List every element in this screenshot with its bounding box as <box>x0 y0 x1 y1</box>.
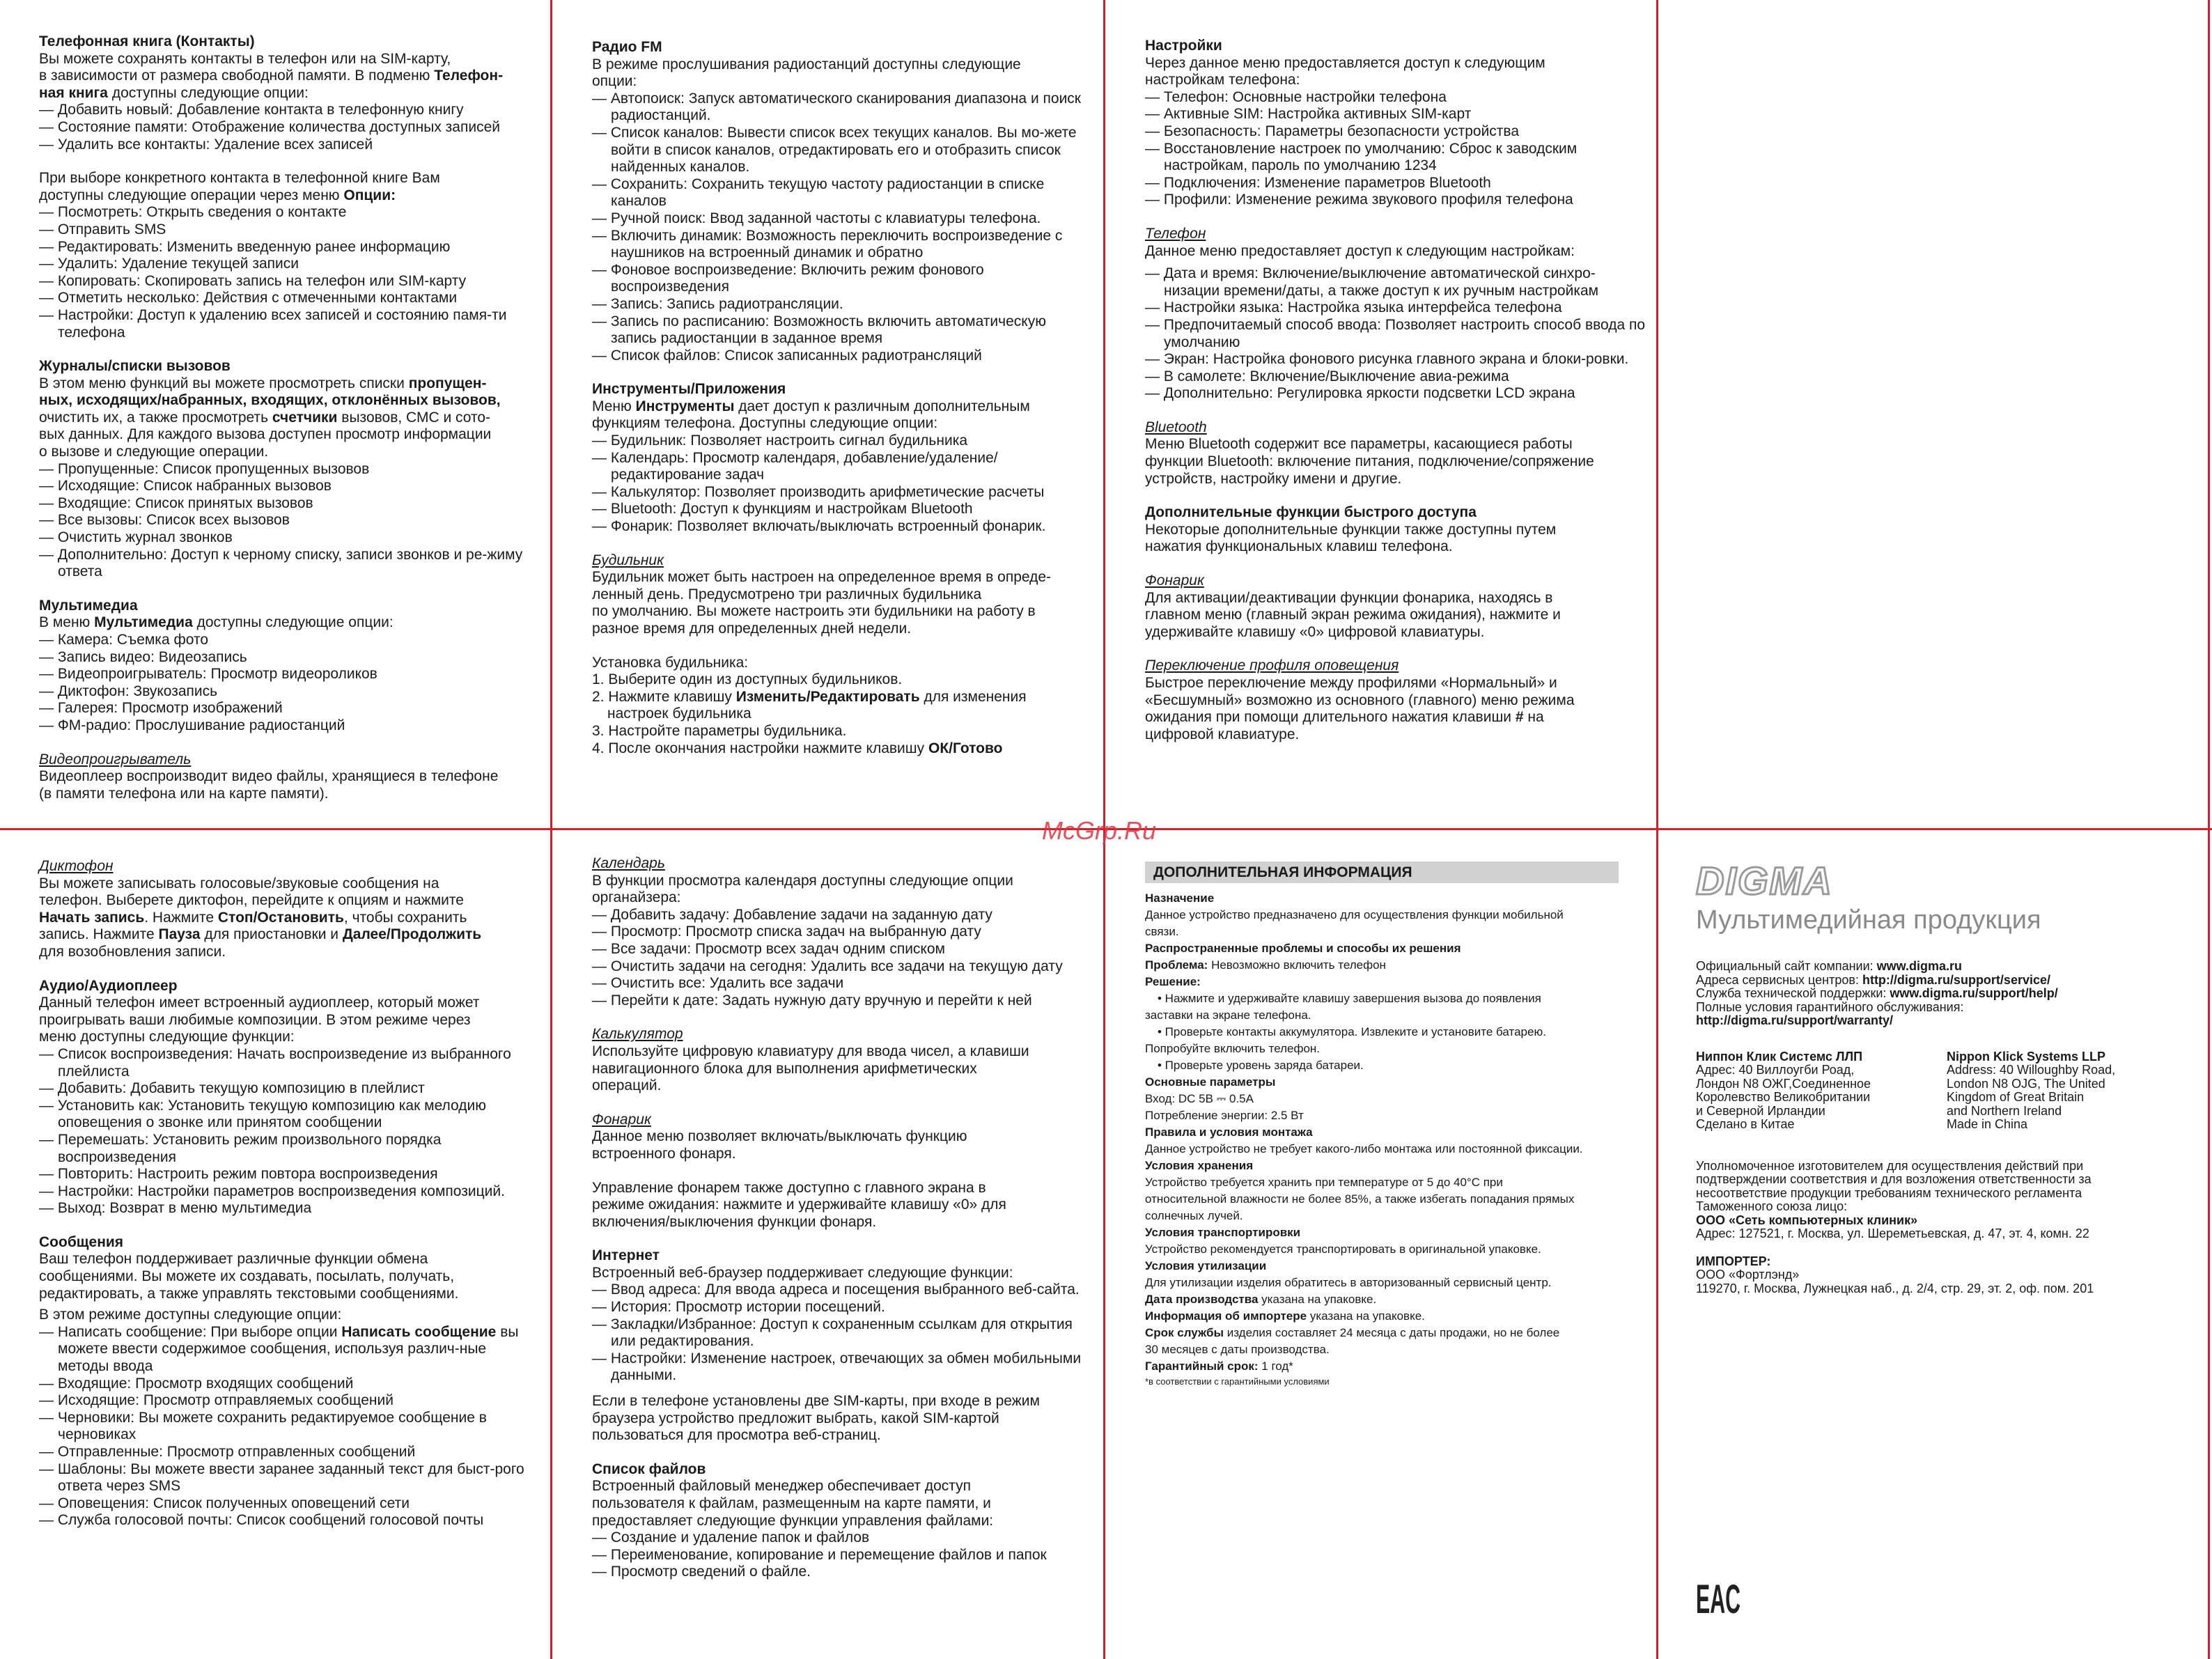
list-item: — Дополнительно: Регулировка яркости подсветки LCD экрана <box>1145 385 1646 403</box>
list-item: 1. Выберите один из доступных будильников. <box>592 671 903 688</box>
list-item: — Запись по расписанию: Возможность включить автоматическую запись радиостанции в заданное время <box>592 313 1093 348</box>
section-title: Аудио/Аудиоплеер <box>39 977 178 994</box>
text-line: При выборе конкретного контакта в телефонной книге Вам <box>39 170 440 187</box>
subsection-title: Календарь <box>592 855 665 871</box>
list-item: — Список файлов: Список записанных радиотрансляций <box>592 348 1093 365</box>
text-line: разное время для определенных дней недели. <box>592 621 912 637</box>
section-title: Инструменты/Приложения <box>592 381 786 398</box>
manufacturer-addresses <box>1696 1050 2183 1132</box>
list-item: — Настройки: Доступ к удалению всех записей и состоянию памя-ти телефона <box>39 307 540 341</box>
text-line: подтверждении соответствия и для возложения ответственности за <box>1696 1172 2092 1186</box>
list-item: — Исходящие: Список набранных вызовов <box>39 478 540 495</box>
text-line: сообщениями. Вы можете их создавать, посылать, получать, <box>39 1268 455 1285</box>
text-line: Некоторые дополнительные функции также доступны путем <box>1145 521 1557 538</box>
company-name: ООО «Сеть компьютерных клиник» <box>1696 1213 1918 1227</box>
list-item: — Профили: Изменение режима звукового профиля телефона <box>1145 192 1646 209</box>
list-item: — Очистить журнал звонков <box>39 529 540 547</box>
list-item: — Состояние памяти: Отображение количества доступных записей <box>39 119 540 137</box>
list-item: 4. После окончания настройки нажмите клавишу ОК/Готово <box>592 740 1003 756</box>
text-line: несоответствие продукции требованиям технического регламента <box>1696 1185 2082 1200</box>
list-item: — Добавить задачу: Добавление задачи на заданную дату <box>592 907 1093 924</box>
list-item: — Включить динамик: Возможность переключить воспроизведение с наушников на встроенный динамик и обратно <box>592 228 1093 262</box>
text-line: настройкам телефона: <box>1145 72 1300 88</box>
text-line: http://digma.ru/support/warranty/ <box>1696 1013 1894 1027</box>
list-item: — Настройки языка: Настройка языка интерфейса телефона <box>1145 299 1646 317</box>
eac-mark-text: EAC <box>1696 1577 1740 1622</box>
text-line: пользоваться для просмотра веб-страниц. <box>592 1427 881 1444</box>
text-line: Через данное меню предоставляется доступ к следующим <box>1145 54 1545 71</box>
info-title: Условия транспортировки <box>1145 1226 1301 1239</box>
text-line: операций. <box>592 1077 662 1094</box>
list-item: — Ввод адреса: Для ввода адреса и посещения выбранного веб-сайта. <box>592 1282 1093 1299</box>
list-item: — Отметить несколько: Действия с отмеченными контактами <box>39 290 540 307</box>
list-item: — Черновики: Вы можете сохранить редактируемое сообщение в черновиках <box>39 1410 540 1444</box>
text-line: Начать запись. Нажмите Стоп/Остановить, чтобы сохранить <box>39 909 467 926</box>
section-title: Настройки <box>1145 38 1222 54</box>
panel-contacts <box>1696 960 2183 1295</box>
panel-phonebook <box>39 33 540 802</box>
text-line: В меню Мультимедиа доступны следующие опции: <box>39 614 394 631</box>
subsection-title: Будильник <box>592 552 664 568</box>
text-line: Лондон N8 ОЖГ,Соединенное <box>1696 1076 1871 1091</box>
info-title: Назначение <box>1145 891 1215 905</box>
section-title: Журналы/списки вызовов <box>39 358 231 375</box>
text-line: Дата производства указана на упаковке. <box>1145 1293 1377 1306</box>
text-line: Kingdom of Great Britain <box>1947 1090 2085 1104</box>
text-line: «Бесшумный» возможно из основного (главного) меню режима <box>1145 692 1575 708</box>
text-line: пользователя к файлам, размещенным на карте памяти, и <box>592 1495 991 1511</box>
text-line: главном меню (главный экран режима ожидания), нажмите и <box>1145 607 1561 623</box>
list-item: — Запись: Запись радиотрансляции. <box>592 296 1093 313</box>
list-item: — Удалить все контакты: Удаление всех записей <box>39 137 540 154</box>
text-line: относительной влажности не более 85%, а также избегать попадания прямых <box>1145 1192 1575 1206</box>
text-line: Устройство рекомендуется транспортировать в оригинальной упаковке. <box>1145 1243 1541 1256</box>
text-line: В этом меню функций вы можете просмотреть списки пропущен- <box>39 375 487 391</box>
text-line: Меню Bluetooth содержит все параметры, касающиеся работы <box>1145 436 1573 453</box>
list-item: — Экран: Настройка фонового рисунка главного экрана и блоки-ровки. <box>1145 351 1646 368</box>
text-line: Видеоплеер воспроизводит видео файлы, хранящиеся в телефоне <box>39 768 499 785</box>
text-line: В функции просмотра календаря доступны следующие опции <box>592 872 1013 889</box>
text-line: Меню Инструменты дает доступ к различным дополнительным <box>592 398 1030 414</box>
subsection-title: Фонарик <box>592 1111 651 1128</box>
text-line: • Проверьте уровень заряда батареи. <box>1158 1059 1364 1072</box>
text-line: органайзера: <box>592 889 681 906</box>
info-title: Основные параметры <box>1145 1075 1276 1089</box>
calendar-list <box>592 907 1093 1010</box>
text-line: Вы можете записывать голосовые/звуковые сообщения на <box>39 875 439 891</box>
text-line: функциям телефона. Доступны следующие опции: <box>592 415 938 432</box>
eac-mark <box>1696 1575 1742 1622</box>
list-item: — Просмотр: Просмотр списка задач на выбранную дату <box>592 924 1093 941</box>
section-title: Телефонная книга (Контакты) <box>39 33 255 49</box>
text-line: Данное меню позволяет включать/выключать функцию <box>592 1128 967 1145</box>
text-line: Для утилизации изделия обратитесь в авторизованный сервисный центр. <box>1145 1276 1552 1289</box>
text-line: В режиме прослушивания радиостанций доступны следующие <box>592 56 1021 72</box>
list-item: — Камера: Съемка фото <box>39 632 540 649</box>
list-item: — Исходящие: Просмотр отправляемых сообщений <box>39 1392 540 1410</box>
list-item: — Подключения: Изменение параметров Bluetooth <box>1145 175 1646 192</box>
text-line: телефон. Выберете диктофон, перейдите к опциям и нажмите <box>39 892 464 909</box>
text-line: опции: <box>592 73 637 90</box>
list-item: — Восстановление настроек по умолчанию: Сброс к заводским настройкам, пароль по умолчанию 1234 <box>1145 141 1646 175</box>
list-item: — Служба голосовой почты: Список сообщений голосовой почты <box>39 1512 540 1529</box>
text-line: проигрывать ваши любимые композиции. В этом режиме через <box>39 1011 471 1028</box>
list-item: — ФМ-радио: Прослушивание радиостанций <box>39 717 540 735</box>
text-line: • Нажмите и удерживайте клавишу завершения вызова до появления <box>1158 992 1541 1005</box>
list-item: — Переименование, копирование и перемещение файлов и папок <box>592 1547 1093 1564</box>
internet-list <box>592 1282 1093 1385</box>
list-item: — Очистить задачи на сегодня: Удалить все задачи на текущую дату <box>592 958 1093 976</box>
list-item: — Посмотреть: Открыть сведения о контакте <box>39 204 540 221</box>
text-line: ная книга доступны следующие опции: <box>39 84 309 101</box>
text-line: Решение: <box>1145 975 1201 988</box>
text-line: солнечных лучей. <box>1145 1209 1243 1222</box>
list-item: — Шаблоны: Вы можете ввести заранее заданный текст для быст-рого ответа через SMS <box>39 1461 540 1495</box>
text-line: в зависимости от размера свободной памяти. В подменю Телефон- <box>39 68 504 84</box>
list-item: — Телефон: Основные настройки телефона <box>1145 89 1646 107</box>
list-item: — Запись видео: Видеозапись <box>39 649 540 667</box>
list-item: — Просмотр сведений о файле. <box>592 1564 1093 1581</box>
text-line: Полные условия гарантийного обслуживания: <box>1696 999 1964 1014</box>
list-item: — Пропущенные: Список пропущенных вызовов <box>39 461 540 478</box>
text-line: Попробуйте включить телефон. <box>1145 1042 1321 1055</box>
subsection-title: Телефон <box>1145 225 1206 242</box>
list-item: — Добавить: Добавить текущую композицию в плейлист <box>39 1080 540 1098</box>
list-item: — Ручной поиск: Ввод заданной частоты с клавиатуры телефона. <box>592 210 1093 228</box>
text-line: Управление фонарем также доступно с главного экрана в <box>592 1179 986 1196</box>
company-name: Nippon Klick Systems LLP <box>1947 1049 2106 1064</box>
panel-calendar-internet <box>592 855 1093 1581</box>
text-line: Сделано в Китае <box>1696 1117 1795 1131</box>
list-item: 2. Нажмите клавишу Изменить/Редактировать для изменения настроек будильника <box>592 688 1027 722</box>
list-item: — Список воспроизведения: Начать воспроизведение из выбранного плейлиста <box>39 1046 540 1080</box>
text-line: Таможенного союза лицо: <box>1696 1199 1848 1213</box>
text-line: Если в телефоне установлены две SIM-карты, при входе в режим <box>592 1393 1040 1410</box>
list-item: — Видеопроигрыватель: Просмотр видеороликов <box>39 666 540 683</box>
text-line: Информация об импортере указана на упаковке. <box>1145 1309 1425 1323</box>
text-line: Используйте цифровую клавиатуру для ввода чисел, а клавиши <box>592 1043 1029 1059</box>
list-item: — Календарь: Просмотр календаря, добавление/удаление/ редактирование задач <box>592 450 1093 484</box>
text-line: редактировать, а также управлять текстовыми сообщениями. <box>39 1285 459 1302</box>
panel-recorder-audio <box>39 858 540 1529</box>
list-item: — Выход: Возврат в меню мультимедиа <box>39 1200 540 1217</box>
info-title: Распространенные проблемы и способы их решения <box>1145 942 1461 955</box>
section-title: Сообщения <box>39 1233 124 1250</box>
text-line: включения/выключения функции фонаря. <box>592 1213 877 1230</box>
text-line: Служба технической поддержки: www.digma.ru/support/help/ <box>1696 986 2058 1000</box>
call-logs-list <box>39 461 540 581</box>
text-line: для возобновления записи. <box>39 943 226 960</box>
footnote: *в соответствии с гарантийными условиями <box>1145 1376 1330 1387</box>
text-line: Made in China <box>1947 1117 2028 1131</box>
text-line: 30 месяцев с даты производства. <box>1145 1343 1330 1356</box>
list-item: — Сохранить: Сохранить текущую частоту радиостанции в списке каналов <box>592 176 1093 210</box>
text-line: функции Bluetooth: включение питания, подключение/сопряжение <box>1145 453 1594 470</box>
list-item: 3. Настройте параметры будильника. <box>592 722 847 739</box>
list-item: — Настройки: Настройки параметров воспроизведения композиций. <box>39 1183 540 1201</box>
list-item: — Дополнительно: Доступ к черному списку, записи звонков и ре-жиму ответа <box>39 547 540 581</box>
text-line: Вход: DC 5B ⎓ 0.5A <box>1145 1092 1254 1105</box>
text-line: Данный телефон имеет встроенный аудиоплеер, который может <box>39 995 480 1011</box>
manufacturer-ru <box>1696 1050 1919 1132</box>
section-title: Радио FM <box>592 39 662 55</box>
info-title: Правила и условия монтажа <box>1145 1126 1313 1139</box>
company-name: Ниппон Клик Системс ЛЛП <box>1696 1049 1863 1064</box>
text-line: Вы можете сохранять контакты в телефон или на SIM-карту, <box>39 50 451 67</box>
list-item: — Будильник: Позволяет настроить сигнал будильника <box>592 433 1093 450</box>
text-line: меню доступны следующие функции: <box>39 1029 295 1045</box>
text-line: удерживайте клавишу «0» цифровой клавиатуры. <box>1145 623 1485 640</box>
list-item: — Перейти к дате: Задать нужную дату вручную и перейти к ней <box>592 992 1093 1010</box>
text-line: доступны следующие операции через меню Опции: <box>39 187 396 203</box>
list-item: — Повторить: Настроить режим повтора воспроизведения <box>39 1166 540 1183</box>
text-line: Address: 40 Willoughby Road, <box>1947 1063 2116 1077</box>
section-banner: ДОПОЛНИТЕЛЬНАЯ ИНФОРМАЦИЯ <box>1145 862 1619 883</box>
text-line: ных, исходящих/набранных, входящих, отклонённых вызовов, <box>39 392 501 409</box>
list-item: — Редактировать: Изменить введенную ранее информацию <box>39 239 540 256</box>
section-title: Интернет <box>592 1247 660 1264</box>
text-line: Быстрое переключение между профилями «Нормальный» и <box>1145 675 1557 691</box>
text-line: предоставляет следующие функции управления файлами: <box>592 1512 994 1529</box>
list-item: — Входящие: Список принятых вызовов <box>39 495 540 513</box>
text-line: о вызове и следующие операции. <box>39 444 269 460</box>
text-line: Ваш телефон поддерживает различные функции обмена <box>39 1251 428 1268</box>
panel-radio-tools <box>592 39 1093 757</box>
list-item: — Активные SIM: Настройка активных SIM-карт <box>1145 106 1646 123</box>
panel-settings <box>1145 38 1646 743</box>
text-line: Королевство Великобритании <box>1696 1090 1871 1104</box>
list-item: — Входящие: Просмотр входящих сообщений <box>39 1376 540 1393</box>
text-line: вых данных. Для каждого вызова доступен просмотр информации <box>39 426 492 443</box>
settings-list <box>1145 89 1646 209</box>
list-item: — Копировать: Скопировать запись на телефон или SIM-карту <box>39 273 540 290</box>
text-line: Гарантийный срок: 1 год* <box>1145 1360 1293 1373</box>
text-line: по умолчанию. Вы можете настроить эти будильники на работу в <box>592 603 1036 620</box>
text-line: встроенного фонаря. <box>592 1145 736 1162</box>
list-item: — Диктофон: Звукозапись <box>39 683 540 701</box>
subsection-title: Диктофон <box>39 858 114 874</box>
list-item: — Фоновое воспроизведение: Включить режим фонового воспроизведения <box>592 262 1093 296</box>
alarm-steps <box>592 671 1093 757</box>
list-item: — Список каналов: Вывести список всех текущих каналов. Вы мо-жете войти в список каналов, отредактировать его и отобразить список найденных каналов. <box>592 125 1093 176</box>
list-item: — Галерея: Просмотр изображений <box>39 700 540 717</box>
list-item: — Закладки/Избранное: Доступ к сохраненным ссылкам для открытия или редактирования. <box>592 1316 1093 1350</box>
digma-logo-text: DIGMA <box>1696 859 1833 903</box>
watermark: McGrp.Ru <box>1042 816 1157 845</box>
section-title: Мультимедиа <box>39 597 138 614</box>
list-item: — Дата и время: Включение/выключение автоматической синхро-низации времени/даты, а также доступ к их ручным настройкам <box>1145 265 1646 299</box>
text-line: нажатия функциональных клавиш телефона. <box>1145 538 1453 555</box>
text-line: (в памяти телефона или на карте памяти). <box>39 785 329 802</box>
text-line: Данное устройство предназначено для осуществления функции мобильной <box>1145 908 1564 921</box>
text-line: ожидания при помощи длительного нажатия клавиши # на <box>1145 709 1544 726</box>
section-title: Список файлов <box>592 1461 706 1477</box>
brand-subtitle: Мультимедийная продукция <box>1696 905 2041 935</box>
text-line: Адреса сервисных центров: http://digma.ru/support/service/ <box>1696 972 2050 987</box>
text-line: ООО «Фортлэнд» <box>1696 1268 1800 1282</box>
manufacturer-en <box>1947 1050 2170 1132</box>
list-item: — Автопоиск: Запуск автоматического сканирования диапазона и поиск радиостанций. <box>592 91 1093 125</box>
info-title: Условия хранения <box>1145 1159 1254 1172</box>
text-line: и Северной Ирландии <box>1696 1103 1825 1118</box>
text-line: устройств, настройку имени и другие. <box>1145 470 1402 487</box>
subsection-title: Bluetooth <box>1145 419 1207 435</box>
list-item: — Добавить новый: Добавление контакта в телефонную книгу <box>39 102 540 119</box>
importer-title: ИМПОРТЕР: <box>1696 1254 1771 1268</box>
panel-additional-info <box>1145 862 1626 1389</box>
text-line: • Проверьте контакты аккумулятора. Извлеките и установите батарею. <box>1158 1025 1546 1038</box>
text-line: Официальный сайт компании: www.digma.ru <box>1696 959 1962 973</box>
fm-options-list <box>592 91 1093 365</box>
text-line: навигационного блока для выполнения арифметических <box>592 1060 977 1077</box>
text-line: ленный день. Предусмотрено три различных будильника <box>592 586 982 602</box>
text-line: браузера устройство предложит выбрать, какой SIM-картой <box>592 1410 999 1426</box>
text-line: Данное меню предоставляет доступ к следующим настройкам: <box>1145 242 1575 259</box>
messages-list <box>39 1324 540 1529</box>
text-line: 119270, г. Москва, Лужнецкая наб., д. 2/4, стр. 29, эт. 2, оф. пом. 201 <box>1696 1281 2094 1295</box>
subsection-title: Переключение профиля оповещения <box>1145 657 1399 674</box>
text-line: связи. <box>1145 925 1179 938</box>
text-line: В этом режиме доступны следующие опции: <box>39 1307 342 1323</box>
subsection-title: Фонарик <box>1145 573 1204 589</box>
text-line: цифровой клавиатуре. <box>1145 726 1300 742</box>
list-item: — Предпочитаемый способ ввода: Позволяет настроить способ ввода по умолчанию <box>1145 317 1646 351</box>
subsection-title: Видеопроигрыватель <box>39 751 192 768</box>
text-line: Установка будильника: <box>592 654 749 671</box>
info-title: Условия утилизации <box>1145 1259 1267 1272</box>
text-line: режиме ожидания: нажмите и удерживайте клавишу «0» для <box>592 1197 1006 1213</box>
text-line: Проблема: Невозможно включить телефон <box>1145 958 1386 972</box>
tools-list <box>592 433 1093 536</box>
list-item: — Перемешать: Установить режим произвольного порядка воспроизведения <box>39 1132 540 1166</box>
text-line: запись. Нажмите Пауза для приостановки и Далее/Продолжить <box>39 926 482 943</box>
text-line: Адрес: 40 Виллоугби Роад, <box>1696 1063 1855 1077</box>
list-item: — Установить как: Установить текущую композицию как мелодию оповещения о звонке или принятом сообщении <box>39 1098 540 1132</box>
text-line: Данное устройство не требует какого-либо монтажа или постоянной фиксации. <box>1145 1142 1583 1155</box>
phonebook-list <box>39 102 540 153</box>
text-line: очистить их, а также просмотреть счетчики вызовов, СМС и сото- <box>39 409 491 426</box>
text-line: Уполномоченное изготовителем для осуществления действий при <box>1696 1158 2084 1173</box>
list-item: — Удалить: Удаление текущей записи <box>39 256 540 273</box>
list-item: — Все вызовы: Список всех вызовов <box>39 512 540 529</box>
text-line: Встроенный файловый менеджер обеспечивает доступ <box>592 1478 971 1495</box>
text-line: заставки на экране телефона. <box>1145 1008 1311 1022</box>
multimedia-list <box>39 632 540 735</box>
text-line: Потребление энергии: 2.5 Вт <box>1145 1109 1304 1122</box>
section-title: Дополнительные функции быстрого доступа <box>1145 504 1477 521</box>
phone-settings-list <box>1145 265 1646 403</box>
audio-list <box>39 1046 540 1217</box>
text-line: Адрес: 127521, г. Москва, ул. Шереметьевская, д. 47, эт. 4, комн. 22 <box>1696 1226 2089 1240</box>
subsection-title: Калькулятор <box>592 1026 683 1043</box>
list-item: — Оповещения: Список полученных оповещений сети <box>39 1495 540 1513</box>
text-line: Срок службы изделия составляет 24 месяца с даты продажи, но не более <box>1145 1326 1560 1339</box>
list-item: — Безопасность: Параметры безопасности устройства <box>1145 123 1646 141</box>
list-item: — Очистить все: Удалить все задачи <box>592 975 1093 992</box>
text-line: Устройство требуется хранить при температуре от 5 до 40°С при <box>1145 1176 1503 1189</box>
text-line: Встроенный веб-браузер поддерживает следующие функции: <box>592 1264 1013 1281</box>
files-list <box>592 1529 1093 1581</box>
text-line: Будильник может быть настроен на определенное время в опреде- <box>592 569 1052 586</box>
digma-logo <box>1696 859 1885 903</box>
list-item: — Калькулятор: Позволяет производить арифметические расчеты <box>592 484 1093 501</box>
list-item: — Bluetooth: Доступ к функциям и настройкам Bluetooth <box>592 501 1093 518</box>
list-item: — Отправленные: Просмотр отправленных сообщений <box>39 1444 540 1461</box>
list-item: — Все задачи: Просмотр всех задач одним списком <box>592 941 1093 958</box>
list-item: — Создание и удаление папок и файлов <box>592 1529 1093 1547</box>
text-line: Для активации/деактивации функции фонарика, находясь в <box>1145 589 1553 606</box>
list-item: — В самолете: Включение/Выключение авиа-режима <box>1145 368 1646 386</box>
contact-options-list <box>39 204 540 341</box>
text-line: and Northern Ireland <box>1947 1103 2062 1118</box>
list-item: — Фонарик: Позволяет включать/выключать встроенный фонарик. <box>592 518 1093 536</box>
list-item: — Отправить SMS <box>39 221 540 239</box>
list-item: — История: Просмотр истории посещений. <box>592 1299 1093 1316</box>
list-item: — Написать сообщение: При выборе опции Написать сообщение вы можете ввести содержимое сообщения, используя различ-ные методы ввода <box>39 1324 540 1376</box>
list-item: — Настройки: Изменение настроек, отвечающих за обмен мобильными данными. <box>592 1350 1093 1385</box>
text-line: London N8 OJG, The United <box>1947 1076 2105 1091</box>
